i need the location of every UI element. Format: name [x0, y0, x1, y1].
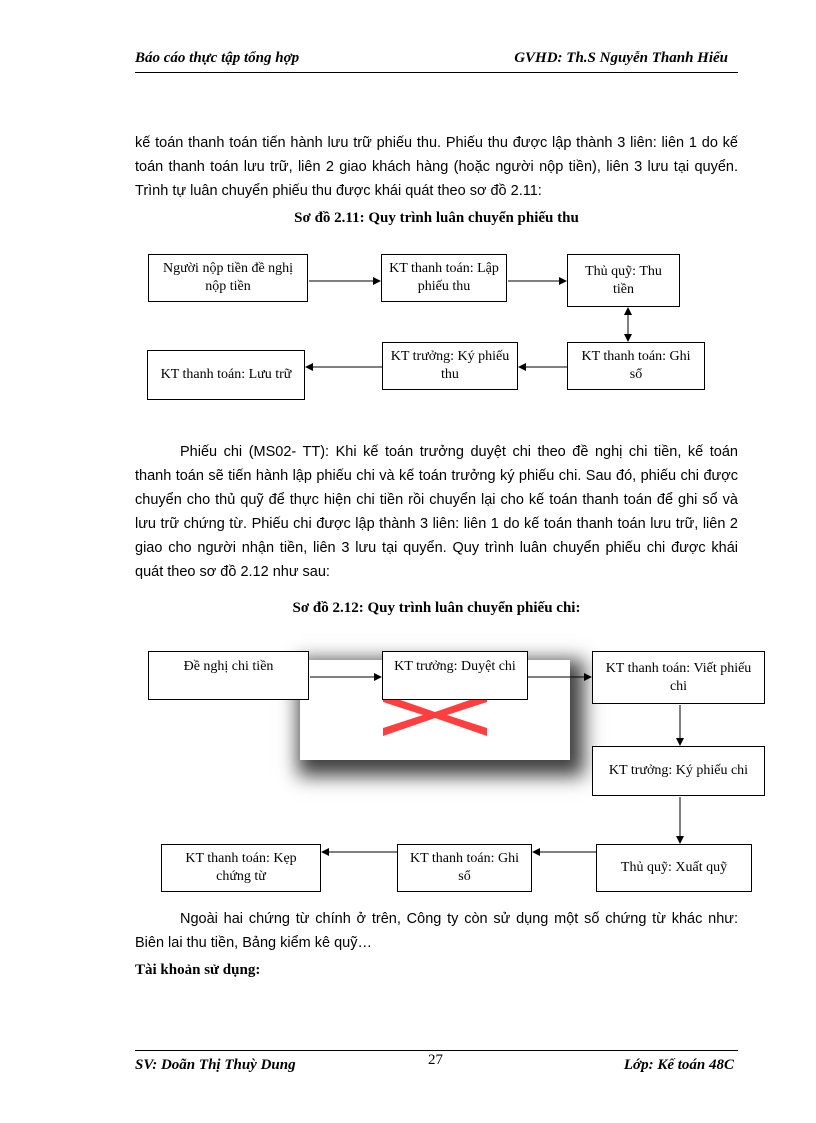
box-cashier-collect: Thủ quỹ: Thu tiền: [567, 254, 680, 307]
box-chief-approve: KT trưởng: Duyệt chi: [382, 651, 528, 700]
header-report-title: Báo cáo thực tập tổng hợp: [135, 50, 300, 66]
box-payer-request: Người nộp tiền đề nghị nộp tiền: [148, 254, 308, 302]
box-payment-request: Đề nghị chi tiền: [148, 651, 309, 700]
paragraph-other-documents: [135, 907, 738, 955]
box-archive: KT thanh toán: Lưu trữ: [147, 350, 305, 400]
footer-class: Lớp: Kế toán 48C: [623, 1057, 734, 1073]
paragraph-text: Phiếu chi (MS02- TT): Khi kế toán trưởng duyệt chi theo đề nghị chi tiền, kế toán thanh toán sẽ tiến hành lập phiếu chi và kế toán trưởng ký phiếu chi. Sau đó, phiếu chi được chuyển cho thủ quỹ để thực hiện chi tiền rồi chuyển lại cho kế toán thanh toán để ghi sổ và lưu trữ chứng từ. Phiếu chi được lập thành 3 liên: liên 1 do kế toán thanh toán lưu trữ, liên 2 giao cho người nhận tiền, liên 3 lưu tại quyển. Quy trình luân chuyển phiếu chi được khái quát theo sơ đồ 2.12 như sau:: [135, 444, 738, 580]
box-cashier-disburse: Thủ quỹ: Xuất quỹ: [596, 844, 752, 892]
page-number: 27: [428, 1052, 443, 1068]
box-record-ledger: KT thanh toán: Ghi sổ: [567, 342, 705, 390]
section-heading-accounts: Tài khoản sử dụng:: [135, 962, 261, 978]
box-record-ledger-2: KT thanh toán: Ghi sổ: [397, 844, 532, 892]
header-supervisor: GVHD: Th.S Nguyễn Thanh Hiếu: [514, 50, 728, 66]
box-chief-sign-receipt: KT trưởng: Ký phiếu thu: [382, 342, 518, 390]
box-chief-sign-voucher: KT trưởng: Ký phiếu chi: [592, 746, 765, 796]
paragraph-text: Ngoài hai chứng từ chính ở trên, Công ty còn sử dụng một số chứng từ khác như: Biên lai thu tiền, Bảng kiểm kê quỹ…: [135, 911, 738, 951]
diagram-2-11-title: Sơ đồ 2.11: Quy trình luân chuyển phiếu thu: [294, 210, 579, 226]
footer-student: SV: Doãn Thị Thuỳ Dung: [135, 1057, 296, 1073]
paragraph-text: kế toán thanh toán tiến hành lưu trữ phiếu thu. Phiếu thu được lập thành 3 liên: liên 1 do kế toán thanh toán lưu trữ, liên 2 giao khách hàng (hoặc người nộp tiền), liên 3 lưu tại quyển. Trình tự luân chuyển phiếu thu được khái quát theo sơ đồ 2.11:: [135, 135, 738, 199]
box-create-receipt: KT thanh toán: Lập phiếu thu: [381, 254, 507, 302]
box-file-documents: KT thanh toán: Kẹp chứng từ: [161, 844, 321, 892]
box-write-voucher: KT thanh toán: Viết phiếu chi: [592, 651, 765, 704]
page-footer: [135, 1050, 738, 1081]
diagram-2-12-title: Sơ đồ 2.12: Quy trình luân chuyển phiếu chi:: [292, 600, 581, 616]
